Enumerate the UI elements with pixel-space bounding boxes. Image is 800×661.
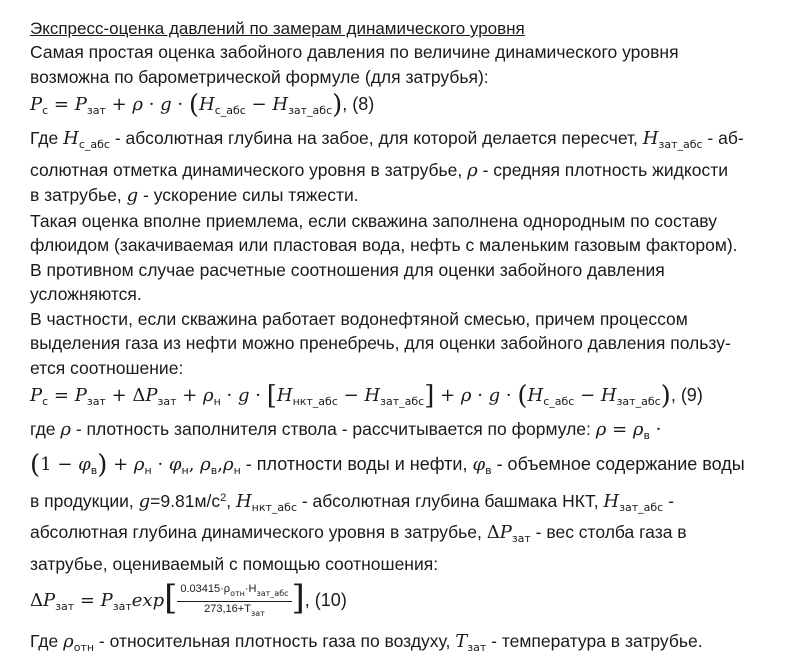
text-line: в затрубье, g - ускорение силы тяжести. bbox=[30, 185, 359, 206]
text-line: выделения газа из нефти можно пренебречь, для оценки забойного давления пользу- bbox=[30, 333, 731, 353]
text-line: флюидом (закачиваемая или пластовая вода, нефть с маленьким газовым фактором). bbox=[30, 235, 738, 255]
text-line: В частности, если скважина работает водонефтяной смесью, причем процессом bbox=[30, 308, 688, 329]
text-line: $(1 - \varphi_в) + \rho_н \cdot \varphi_н$, $\rho_в,\rho_н$ - плотности воды и нефти, $\varphi_в$ - объемное содержание воды bbox=[30, 449, 745, 480]
text-line: усложняются. bbox=[30, 284, 142, 304]
equation-tag: , (10) bbox=[304, 590, 347, 610]
text-line: в продукции, $g=9.81м/с^2$, $H_{нкт\_абс}$ - абсолютная глубина башмака НКТ, $H_{зат\_абс}$ - bbox=[30, 490, 674, 514]
equation-tag: , (8) bbox=[342, 94, 375, 114]
equation-9: $P_с = P_{зат} + \Delta P_{зат} + \rho_н \cdot g \cdot [H_{нкт\_абс} - H_{зат\_абс}] + \rho \cdot g \cdot (H_{с\_абс} - H_{зат\_абс})$, (9) bbox=[30, 381, 703, 411]
text-line: Такая оценка вполне приемлема, если скважина заполнена однородным по составу bbox=[30, 210, 717, 231]
text-line: затрубье, оцениваемый с помощью соотношения: bbox=[30, 553, 439, 574]
document-title: Экспресс-оценка давлений по замерам динамического уровня bbox=[30, 19, 525, 38]
text-line: абсолютная глубина динамического уровня в затрубье, $\Delta P_{зат}$ - вес столба газа в bbox=[30, 522, 687, 545]
text-line: где ρ - плотность заполнителя ствола - рассчитывается по формуле: $\rho = \rho_в$ · bbox=[30, 419, 662, 442]
equation-10: $\Delta P_{зат} = P_{зат}\exp$[ $\frac{0.03415\cdot\rho_{отн}\cdot H_{зат\_абс}}{273,16+T_{зат}}$ ], (10) bbox=[30, 576, 780, 629]
text-line: ется соотношение: bbox=[30, 357, 184, 378]
text-line: солютная отметка динамического уровня в затрубье, ρ - средняя плотность жидкости bbox=[30, 159, 728, 181]
equation-8: $P_с = P_{зат} + \rho \cdot g \cdot (H_{с\_абс} - H_{зат\_абс})$, (8) bbox=[30, 90, 375, 120]
text-line: Где $H_{с\_абс}$ - абсолютная глубина на забое, для которой делается пересчет, $H_{зат\_абс} - аб-$ bbox=[30, 128, 744, 151]
text-line: Самая простая оценка забойного давления по величине динамического уровня bbox=[30, 42, 679, 62]
equation-tag: , (9) bbox=[670, 385, 703, 405]
exp-fraction: $\frac{0.03415\cdot\rho_{отн}\cdot H_{зат\_абс}}{273,16+T_{зат}}$ bbox=[177, 582, 291, 621]
text-line: В противном случае расчетные соотношения для оценки забойного давления bbox=[30, 259, 665, 280]
text-line: Где $\rho_{отн}$ - относительная плотность газа по воздуху, $T_{зат}$ - температура в затрубье. bbox=[30, 631, 703, 654]
text-line: возможна по барометрической формуле (для затрубья): bbox=[30, 66, 489, 87]
